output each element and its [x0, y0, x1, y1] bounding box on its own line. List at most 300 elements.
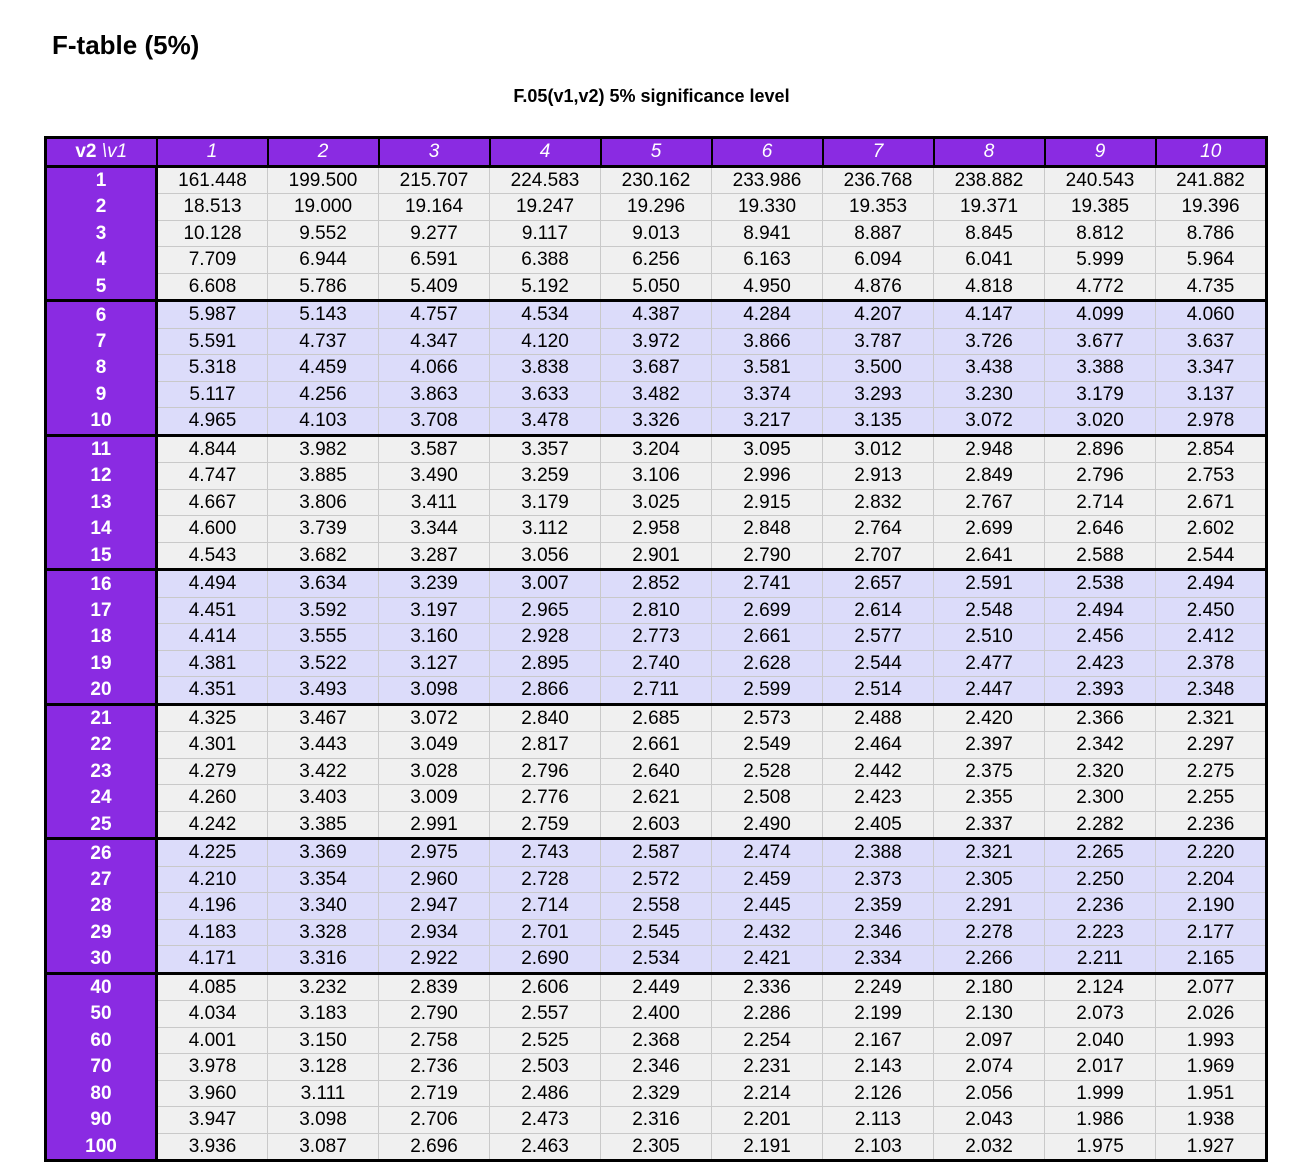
table-cell: 2.397 [934, 732, 1045, 759]
table-cell: 2.456 [1045, 624, 1156, 651]
table-cell: 2.373 [823, 866, 934, 893]
table-row [46, 650, 1267, 677]
table-cell: 3.239 [379, 570, 490, 598]
table-cell: 3.135 [823, 408, 934, 436]
table-cell: 2.337 [934, 811, 1045, 839]
table-cell: 199.500 [268, 166, 379, 194]
table-cell: 3.179 [490, 489, 601, 516]
table-row [46, 489, 1267, 516]
row-header-v2-10: 10 [46, 408, 157, 436]
table-cell: 2.305 [601, 1133, 712, 1161]
table-cell: 3.344 [379, 516, 490, 543]
table-cell: 2.854 [1156, 435, 1267, 463]
table-cell: 2.707 [823, 542, 934, 570]
table-cell: 3.972 [601, 328, 712, 355]
table-cell: 3.354 [268, 866, 379, 893]
table-cell: 3.009 [379, 785, 490, 812]
table-cell: 2.719 [379, 1080, 490, 1107]
column-header-v1-4: 4 [490, 138, 601, 167]
table-cell: 3.403 [268, 785, 379, 812]
table-cell: 240.543 [1045, 166, 1156, 194]
table-cell: 4.414 [157, 624, 268, 651]
table-cell: 3.787 [823, 328, 934, 355]
table-cell: 2.839 [379, 973, 490, 1001]
row-header-v2-21: 21 [46, 704, 157, 732]
table-cell: 4.757 [379, 301, 490, 329]
table-cell: 3.012 [823, 435, 934, 463]
table-cell: 5.591 [157, 328, 268, 355]
table-cell: 2.348 [1156, 677, 1267, 705]
column-header-v1-9: 9 [1045, 138, 1156, 167]
table-cell: 2.375 [934, 758, 1045, 785]
table-cell: 2.534 [601, 946, 712, 974]
table-cell: 2.508 [712, 785, 823, 812]
row-header-v2-28: 28 [46, 893, 157, 920]
table-cell: 4.965 [157, 408, 268, 436]
table-cell: 2.355 [934, 785, 1045, 812]
table-cell: 2.447 [934, 677, 1045, 705]
table-cell: 2.640 [601, 758, 712, 785]
table-cell: 6.608 [157, 273, 268, 301]
table-cell: 1.951 [1156, 1080, 1267, 1107]
table-cell: 3.687 [601, 355, 712, 382]
table-row [46, 919, 1267, 946]
table-cell: 3.493 [268, 677, 379, 705]
table-cell: 3.056 [490, 542, 601, 570]
table-cell: 3.072 [379, 704, 490, 732]
table-cell: 2.767 [934, 489, 1045, 516]
column-header-v1-6: 6 [712, 138, 823, 167]
column-header-v1-2: 2 [268, 138, 379, 167]
table-cell: 3.438 [934, 355, 1045, 382]
table-cell: 2.628 [712, 650, 823, 677]
table-cell: 3.098 [379, 677, 490, 705]
table-cell: 1.993 [1156, 1027, 1267, 1054]
table-cell: 19.353 [823, 194, 934, 221]
table-cell: 2.223 [1045, 919, 1156, 946]
table-cell: 2.603 [601, 811, 712, 839]
table-cell: 2.790 [712, 542, 823, 570]
table-cell: 2.591 [934, 570, 1045, 598]
table-cell: 2.177 [1156, 919, 1267, 946]
table-cell: 4.459 [268, 355, 379, 382]
table-cell: 5.987 [157, 301, 268, 329]
row-header-v2-29: 29 [46, 919, 157, 946]
column-header-v1-5: 5 [601, 138, 712, 167]
table-cell: 3.098 [268, 1107, 379, 1134]
table-cell: 2.143 [823, 1054, 934, 1081]
row-header-v2-17: 17 [46, 597, 157, 624]
table-cell: 19.000 [268, 194, 379, 221]
table-cell: 4.494 [157, 570, 268, 598]
table-cell: 2.393 [1045, 677, 1156, 705]
table-cell: 3.127 [379, 650, 490, 677]
table-row [46, 597, 1267, 624]
table-cell: 2.043 [934, 1107, 1045, 1134]
table-cell: 2.978 [1156, 408, 1267, 436]
table-row [46, 301, 1267, 329]
table-cell: 2.320 [1045, 758, 1156, 785]
table-row [46, 704, 1267, 732]
table-cell: 6.944 [268, 247, 379, 274]
table-cell: 3.128 [268, 1054, 379, 1081]
table-cell: 2.388 [823, 839, 934, 867]
table-cell: 2.699 [934, 516, 1045, 543]
table-cell: 7.709 [157, 247, 268, 274]
table-row [46, 624, 1267, 651]
table-cell: 2.671 [1156, 489, 1267, 516]
table-cell: 2.254 [712, 1027, 823, 1054]
table-row [46, 1080, 1267, 1107]
table-cell: 2.130 [934, 1001, 1045, 1028]
table-row [46, 1054, 1267, 1081]
table-cell: 19.247 [490, 194, 601, 221]
corner-slash: \v1 [101, 141, 128, 163]
table-cell: 2.696 [379, 1133, 490, 1161]
table-cell: 3.230 [934, 381, 1045, 408]
table-cell: 2.706 [379, 1107, 490, 1134]
table-cell: 2.606 [490, 973, 601, 1001]
table-cell: 1.969 [1156, 1054, 1267, 1081]
table-row [46, 866, 1267, 893]
table-cell: 3.095 [712, 435, 823, 463]
table-row [46, 1107, 1267, 1134]
table-row [46, 247, 1267, 274]
row-header-v2-90: 90 [46, 1107, 157, 1134]
table-cell: 3.482 [601, 381, 712, 408]
table-cell: 2.191 [712, 1133, 823, 1161]
table-cell: 3.369 [268, 839, 379, 867]
row-header-v2-26: 26 [46, 839, 157, 867]
table-cell: 2.558 [601, 893, 712, 920]
table-cell: 2.305 [934, 866, 1045, 893]
table-cell: 3.522 [268, 650, 379, 677]
table-row [46, 758, 1267, 785]
table-cell: 2.214 [712, 1080, 823, 1107]
table-cell: 2.346 [823, 919, 934, 946]
table-cell: 2.249 [823, 973, 934, 1001]
table-cell: 2.211 [1045, 946, 1156, 974]
table-cell: 19.396 [1156, 194, 1267, 221]
table-cell: 5.143 [268, 301, 379, 329]
table-cell: 2.741 [712, 570, 823, 598]
table-cell: 4.066 [379, 355, 490, 382]
table-cell: 3.293 [823, 381, 934, 408]
table-cell: 5.050 [601, 273, 712, 301]
table-cell: 1.999 [1045, 1080, 1156, 1107]
table-cell: 4.600 [157, 516, 268, 543]
table-cell: 3.422 [268, 758, 379, 785]
table-cell: 4.451 [157, 597, 268, 624]
table-cell: 2.587 [601, 839, 712, 867]
table-row [46, 542, 1267, 570]
row-header-v2-8: 8 [46, 355, 157, 382]
table-cell: 2.378 [1156, 650, 1267, 677]
table-cell: 3.197 [379, 597, 490, 624]
row-header-v2-60: 60 [46, 1027, 157, 1054]
table-cell: 3.633 [490, 381, 601, 408]
table-cell: 2.573 [712, 704, 823, 732]
table-cell: 3.581 [712, 355, 823, 382]
table-cell: 2.690 [490, 946, 601, 974]
table-body [46, 166, 1267, 1161]
table-cell: 4.183 [157, 919, 268, 946]
table-cell: 2.958 [601, 516, 712, 543]
table-cell: 4.543 [157, 542, 268, 570]
table-cell: 3.217 [712, 408, 823, 436]
table-cell: 3.467 [268, 704, 379, 732]
table-cell: 3.106 [601, 463, 712, 490]
table-row [46, 1001, 1267, 1028]
table-cell: 6.256 [601, 247, 712, 274]
table-cell: 3.806 [268, 489, 379, 516]
row-header-v2-16: 16 [46, 570, 157, 598]
table-cell: 2.474 [712, 839, 823, 867]
table-cell: 2.866 [490, 677, 601, 705]
row-header-v2-19: 19 [46, 650, 157, 677]
table-cell: 2.316 [601, 1107, 712, 1134]
table-row [46, 381, 1267, 408]
table-cell: 3.232 [268, 973, 379, 1001]
table-cell: 3.490 [379, 463, 490, 490]
table-row [46, 946, 1267, 974]
table-cell: 1.927 [1156, 1133, 1267, 1161]
table-cell: 2.790 [379, 1001, 490, 1028]
table-cell: 8.887 [823, 220, 934, 247]
table-cell: 2.103 [823, 1133, 934, 1161]
table-cell: 2.074 [934, 1054, 1045, 1081]
table-cell: 3.020 [1045, 408, 1156, 436]
table-row [46, 973, 1267, 1001]
table-row [46, 408, 1267, 436]
table-cell: 2.336 [712, 973, 823, 1001]
row-header-v2-30: 30 [46, 946, 157, 974]
table-cell: 3.112 [490, 516, 601, 543]
table-cell: 2.621 [601, 785, 712, 812]
table-cell: 2.776 [490, 785, 601, 812]
table-cell: 2.849 [934, 463, 1045, 490]
table-cell: 5.117 [157, 381, 268, 408]
table-cell: 3.385 [268, 811, 379, 839]
table-cell: 2.661 [712, 624, 823, 651]
table-cell: 2.646 [1045, 516, 1156, 543]
table-cell: 4.667 [157, 489, 268, 516]
table-cell: 6.591 [379, 247, 490, 274]
table-cell: 2.528 [712, 758, 823, 785]
table-cell: 2.113 [823, 1107, 934, 1134]
table-cell: 9.277 [379, 220, 490, 247]
table-cell: 2.366 [1045, 704, 1156, 732]
table-cell: 3.087 [268, 1133, 379, 1161]
table-cell: 2.947 [379, 893, 490, 920]
table-cell: 2.538 [1045, 570, 1156, 598]
table-cell: 4.242 [157, 811, 268, 839]
table-cell: 5.999 [1045, 247, 1156, 274]
table-row [46, 570, 1267, 598]
table-cell: 3.411 [379, 489, 490, 516]
table-cell: 2.848 [712, 516, 823, 543]
table-cell: 2.445 [712, 893, 823, 920]
row-header-v2-14: 14 [46, 516, 157, 543]
table-cell: 2.514 [823, 677, 934, 705]
table-cell: 9.013 [601, 220, 712, 247]
table-cell: 2.017 [1045, 1054, 1156, 1081]
table-cell: 3.885 [268, 463, 379, 490]
table-cell: 3.160 [379, 624, 490, 651]
table-cell: 1.986 [1045, 1107, 1156, 1134]
row-header-v2-3: 3 [46, 220, 157, 247]
table-cell: 3.592 [268, 597, 379, 624]
table-cell: 10.128 [157, 220, 268, 247]
table-cell: 2.661 [601, 732, 712, 759]
table-cell: 4.325 [157, 704, 268, 732]
table-cell: 6.388 [490, 247, 601, 274]
table-cell: 2.450 [1156, 597, 1267, 624]
table-cell: 5.409 [379, 273, 490, 301]
table-cell: 4.284 [712, 301, 823, 329]
table-cell: 3.982 [268, 435, 379, 463]
table-cell: 6.094 [823, 247, 934, 274]
table-cell: 3.328 [268, 919, 379, 946]
table-cell: 4.060 [1156, 301, 1267, 329]
table-row [46, 677, 1267, 705]
table-cell: 2.346 [601, 1054, 712, 1081]
table-cell: 3.708 [379, 408, 490, 436]
table-cell: 2.572 [601, 866, 712, 893]
table-cell: 2.204 [1156, 866, 1267, 893]
row-header-v2-40: 40 [46, 973, 157, 1001]
table-cell: 2.577 [823, 624, 934, 651]
table-cell: 2.740 [601, 650, 712, 677]
table-cell: 3.028 [379, 758, 490, 785]
table-cell: 4.103 [268, 408, 379, 436]
table-cell: 2.124 [1045, 973, 1156, 1001]
row-header-v2-20: 20 [46, 677, 157, 705]
table-cell: 2.965 [490, 597, 601, 624]
table-cell: 2.464 [823, 732, 934, 759]
table-cell: 2.948 [934, 435, 1045, 463]
table-cell: 3.960 [157, 1080, 268, 1107]
table-row [46, 732, 1267, 759]
table-cell: 2.463 [490, 1133, 601, 1161]
table-cell: 2.423 [823, 785, 934, 812]
table-cell: 2.368 [601, 1027, 712, 1054]
table-cell: 233.986 [712, 166, 823, 194]
table-cell: 2.753 [1156, 463, 1267, 490]
table-cell: 3.443 [268, 732, 379, 759]
table-cell: 3.739 [268, 516, 379, 543]
table-cell: 230.162 [601, 166, 712, 194]
table-row [46, 1133, 1267, 1161]
table-cell: 2.459 [712, 866, 823, 893]
table-cell: 2.996 [712, 463, 823, 490]
table-cell: 2.714 [1045, 489, 1156, 516]
table-cell: 3.357 [490, 435, 601, 463]
table-cell: 2.544 [823, 650, 934, 677]
table-cell: 18.513 [157, 194, 268, 221]
table-cell: 4.347 [379, 328, 490, 355]
table-cell: 3.726 [934, 328, 1045, 355]
table-cell: 2.614 [823, 597, 934, 624]
table-cell: 4.034 [157, 1001, 268, 1028]
row-header-v2-7: 7 [46, 328, 157, 355]
table-cell: 2.236 [1045, 893, 1156, 920]
table-cell: 3.183 [268, 1001, 379, 1028]
table-cell: 4.171 [157, 946, 268, 974]
table-cell: 2.599 [712, 677, 823, 705]
table-cell: 8.786 [1156, 220, 1267, 247]
table-cell: 9.552 [268, 220, 379, 247]
row-header-v2-6: 6 [46, 301, 157, 329]
table-cell: 2.220 [1156, 839, 1267, 867]
table-cell: 2.300 [1045, 785, 1156, 812]
table-cell: 2.400 [601, 1001, 712, 1028]
table-cell: 2.255 [1156, 785, 1267, 812]
table-cell: 2.165 [1156, 946, 1267, 974]
table-cell: 2.449 [601, 973, 712, 1001]
table-row [46, 785, 1267, 812]
row-header-v2-2: 2 [46, 194, 157, 221]
table-cell: 4.735 [1156, 273, 1267, 301]
corner-header [46, 138, 157, 167]
table-cell: 4.876 [823, 273, 934, 301]
table-cell: 4.534 [490, 301, 601, 329]
table-cell: 2.405 [823, 811, 934, 839]
table-cell: 4.196 [157, 893, 268, 920]
table-cell: 19.164 [379, 194, 490, 221]
table-cell: 2.231 [712, 1054, 823, 1081]
table-cell: 161.448 [157, 166, 268, 194]
table-cell: 3.007 [490, 570, 601, 598]
table-cell: 5.964 [1156, 247, 1267, 274]
table-cell: 8.941 [712, 220, 823, 247]
table-cell: 2.278 [934, 919, 1045, 946]
table-cell: 2.250 [1045, 866, 1156, 893]
table-cell: 2.199 [823, 1001, 934, 1028]
table-cell: 3.150 [268, 1027, 379, 1054]
table-cell: 3.137 [1156, 381, 1267, 408]
row-header-v2-80: 80 [46, 1080, 157, 1107]
table-cell: 3.555 [268, 624, 379, 651]
table-cell: 2.588 [1045, 542, 1156, 570]
table-cell: 2.545 [601, 919, 712, 946]
table-cell: 2.026 [1156, 1001, 1267, 1028]
table-cell: 3.326 [601, 408, 712, 436]
table-cell: 2.097 [934, 1027, 1045, 1054]
table-cell: 3.866 [712, 328, 823, 355]
table-cell: 4.001 [157, 1027, 268, 1054]
table-cell: 2.488 [823, 704, 934, 732]
table-cell: 2.056 [934, 1080, 1045, 1107]
table-cell: 4.351 [157, 677, 268, 705]
table-cell: 2.077 [1156, 973, 1267, 1001]
column-header-v1-8: 8 [934, 138, 1045, 167]
table-cell: 4.256 [268, 381, 379, 408]
table-cell: 3.947 [157, 1107, 268, 1134]
table-cell: 2.796 [490, 758, 601, 785]
table-cell: 2.494 [1045, 597, 1156, 624]
table-row [46, 355, 1267, 382]
table-cell: 4.260 [157, 785, 268, 812]
table-cell: 2.711 [601, 677, 712, 705]
table-cell: 2.342 [1045, 732, 1156, 759]
table-cell: 1.975 [1045, 1133, 1156, 1161]
column-header-v1-7: 7 [823, 138, 934, 167]
table-cell: 2.549 [712, 732, 823, 759]
table-cell: 224.583 [490, 166, 601, 194]
table-cell: 2.895 [490, 650, 601, 677]
table-cell: 3.340 [268, 893, 379, 920]
